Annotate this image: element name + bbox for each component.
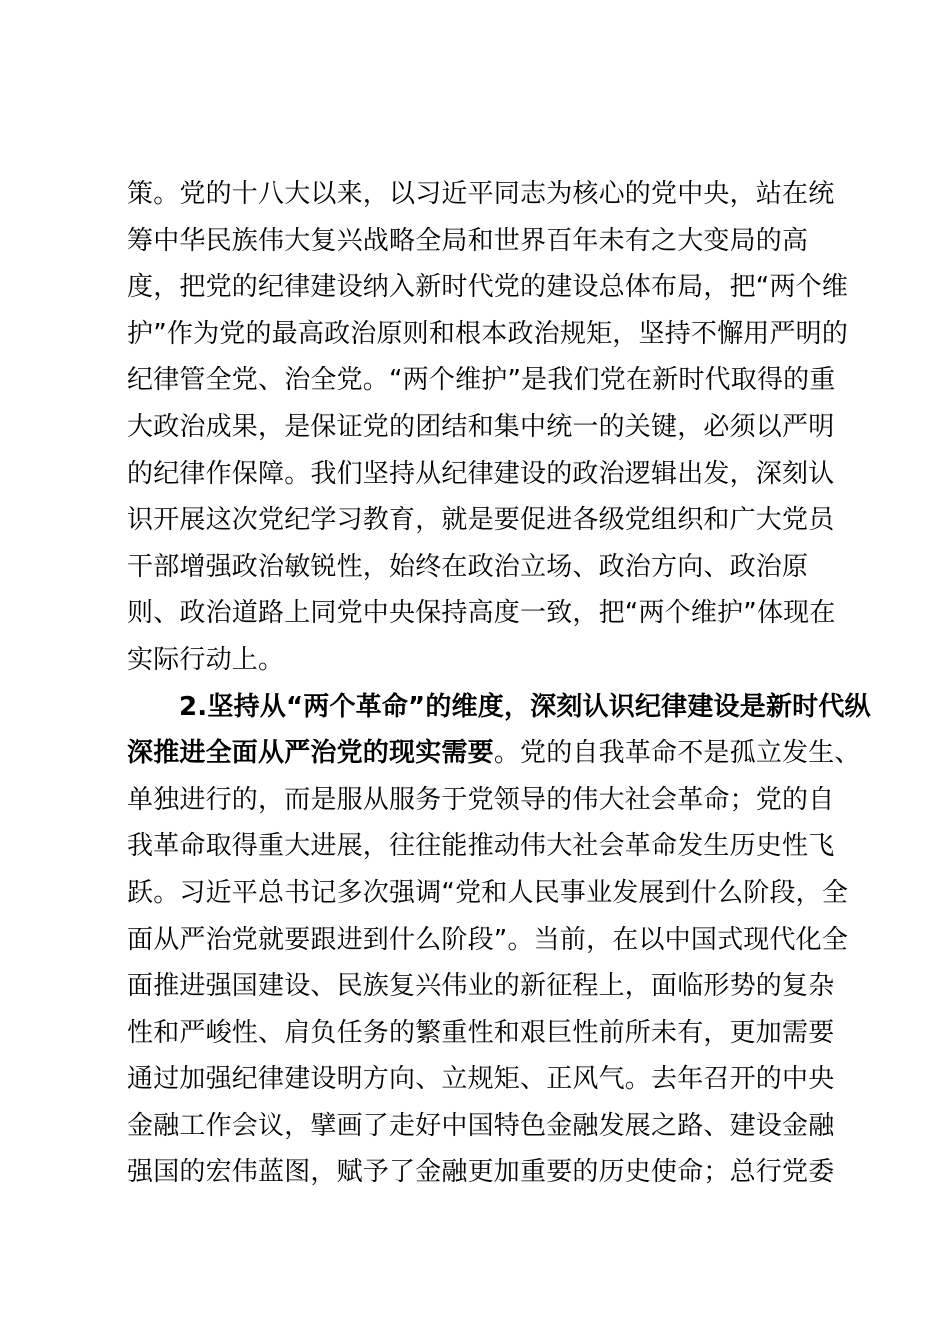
- text-line: 大政治成果，是保证党的团结和集中统一的关键，必须以严明: [127, 411, 835, 442]
- text-line: 性和严峻性、肩负任务的繁重性和艰巨性前所未有，更加需要: [127, 1017, 835, 1048]
- text-line: 识开展这次党纪学习教育，就是要促进各级党组织和广大党员: [127, 505, 835, 536]
- text-line: 面从严治党就要跟进到什么阶段”。当前，在以中国式现代化全: [127, 924, 849, 955]
- section-heading-line: 2.坚持从“两个革命”的维度，深刻认识纪律建设是新时代纵: [179, 691, 871, 722]
- section-heading-continuation: 深推进全面从严治党的现实需要: [127, 738, 494, 769]
- text-line: 面推进强国建设、民族复兴伟业的新征程上，面临形势的复杂: [127, 971, 835, 1002]
- text-line: 护”作为党的最高政治原则和根本政治规矩，坚持不懈用严明的: [127, 318, 849, 349]
- text-line: 筹中华民族伟大复兴战略全局和世界百年未有之大变局的高: [127, 225, 809, 256]
- text-line: 实际行动上。: [127, 644, 285, 675]
- text-line: [127, 730, 861, 777]
- text-span: 。党的自我革命不是孤立发生、: [493, 738, 861, 769]
- text-line: 金融工作会议，擘画了走好中国特色金融发展之路、建设金融: [127, 1110, 835, 1141]
- paragraph-2: [127, 684, 871, 1197]
- text-line: 则、政治道路上同党中央保持高度一致，把“两个维护”体现在: [127, 598, 836, 629]
- text-line: 的纪律作保障。我们坚持从纪律建设的政治逻辑出发，深刻认: [127, 458, 835, 489]
- text-line: 通过加强纪律建设明方向、立规矩、正风气。去年召开的中央: [127, 1064, 835, 1095]
- text-line: 强国的宏伟蓝图，赋予了金融更加重要的历史使命；总行党委: [127, 1157, 835, 1188]
- paragraph-1: [127, 171, 849, 684]
- text-line: 策。党的十八大以来，以习近平同志为核心的党中央，站在统: [127, 179, 835, 209]
- text-line: 干部增强政治敏锐性，始终在政治立场、政治方向、政治原: [127, 551, 809, 582]
- text-line: 纪律管全党、治全党。“两个维护”是我们党在新时代取得的重: [127, 365, 836, 396]
- document-body: [127, 171, 871, 1196]
- text-line: 度，把党的纪律建设纳入新时代党的建设总体布局，把“两个维: [127, 272, 849, 303]
- text-line: 跃。习近平总书记多次强调“党和人民事业发展到什么阶段，全: [127, 877, 849, 908]
- text-line: 单独进行的，而是服从服务于党领导的伟大社会革命；党的自: [127, 784, 835, 815]
- text-line: 我革命取得重大进展，往往能推动伟大社会革命发生历史性飞: [127, 831, 835, 862]
